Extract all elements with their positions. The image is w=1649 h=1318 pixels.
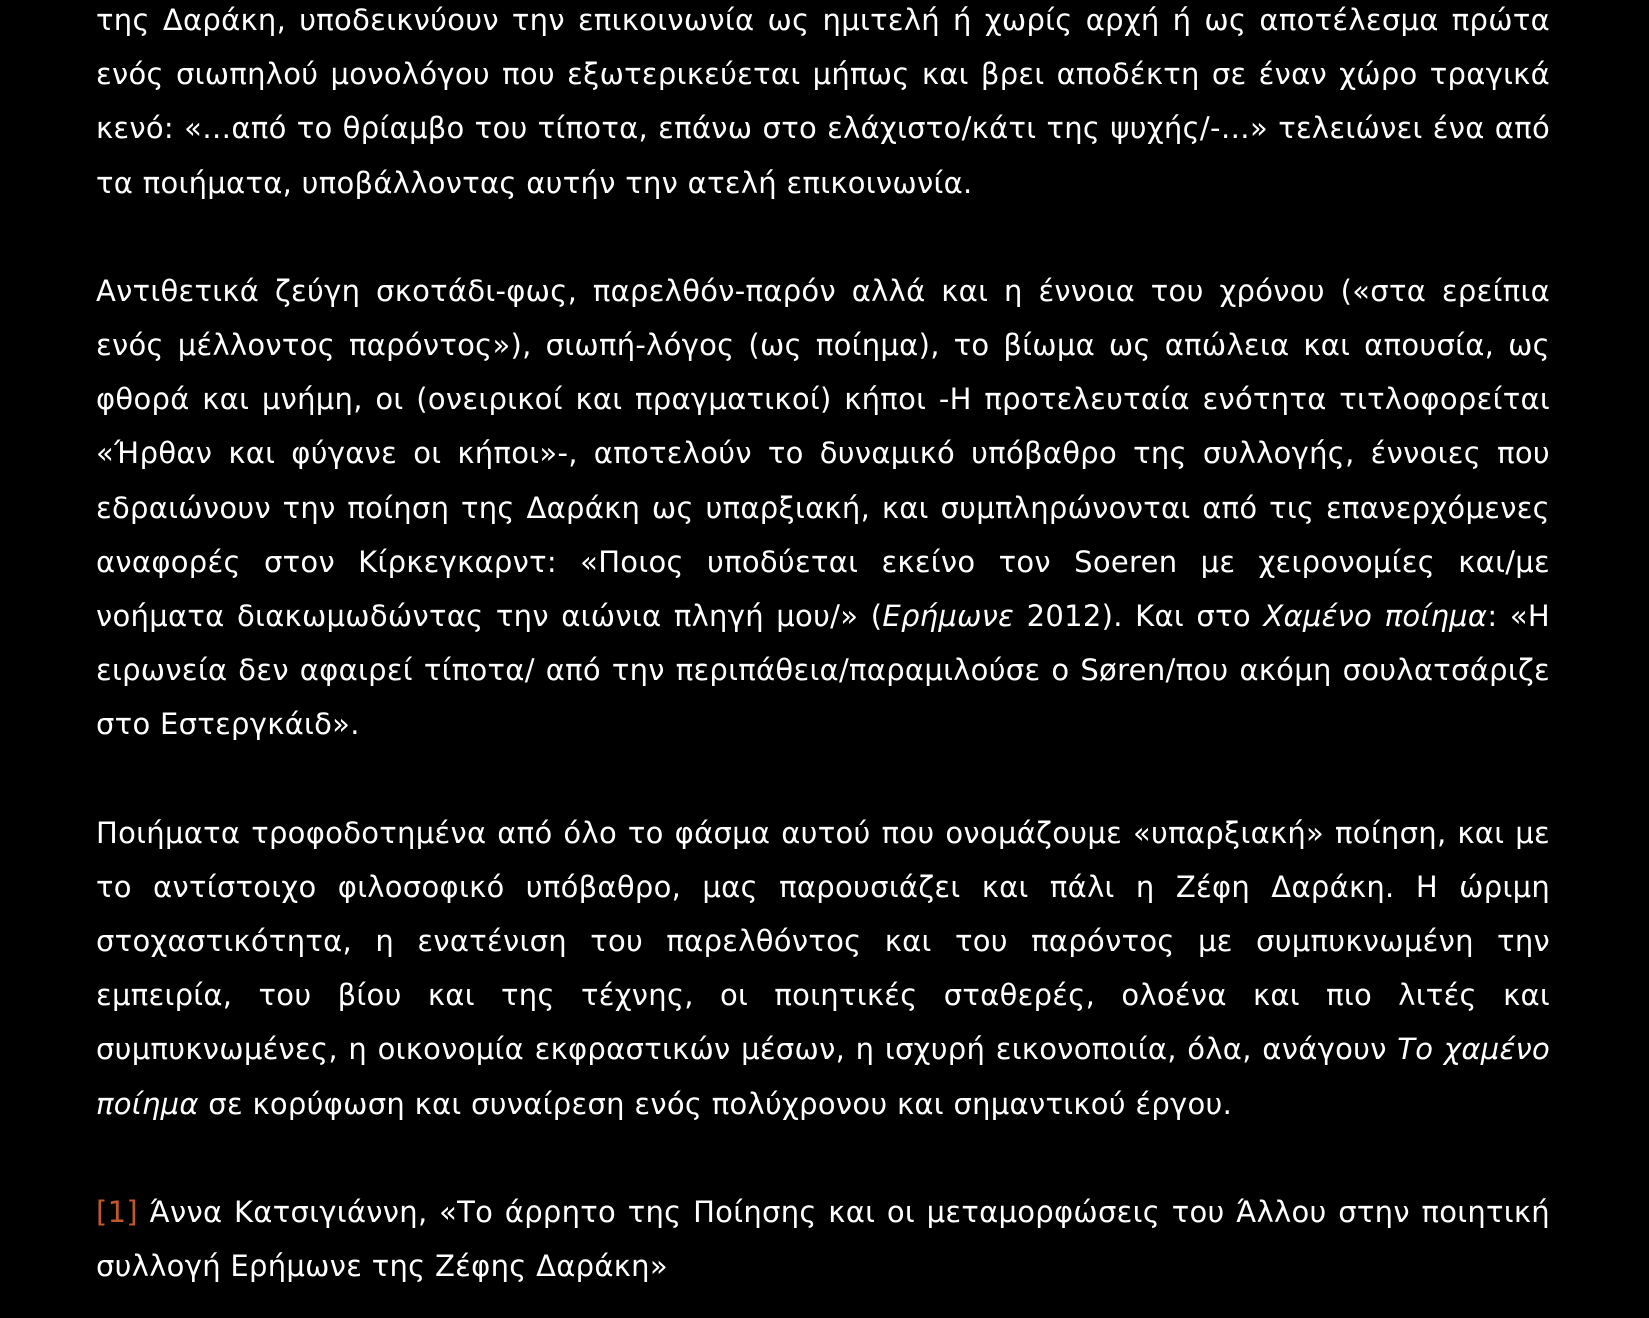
paragraph-text: : «Η ειρωνεία δεν αφαιρεί τίποτα/ από την περιπάθεια/παραμιλούσε ο Søren/που ακόμη σουλατσάριζε στο Εστεργκάιδ». — [96, 599, 1550, 742]
footnote-reference-link[interactable]: [1] — [96, 1194, 138, 1229]
paragraph-spacer — [96, 1131, 1550, 1185]
paragraph-text: σε κορύφωση και συναίρεση ενός πολύχρονου και σημαντικού έργου. — [198, 1086, 1233, 1121]
footnote — [96, 1185, 1550, 1293]
footnote-text: Άννα Κατσιγιάννη, «Το άρρητο της Ποίησης και οι μεταμορφώσεις του Άλλου στην ποιητική συλλογή Ερήμωνε της Ζέφης Δαράκη» — [96, 1194, 1550, 1284]
paragraph-text: 2012). Και στο — [1014, 599, 1264, 634]
paragraph-antitheses — [96, 264, 1550, 752]
paragraph-text: της Δαράκη, υποδεικνύουν την επικοινωνία ως ημιτελή ή χωρίς αρχή ή ως αποτέλεσμα πρώτα ενός σιωπηλού μονολόγου που εξωτερικεύεται μήπως και βρει αποδέκτη σε έναν χώρο τραγικά κενό: «…από το θρίαμβο του τίποτα, επάνω στο ελάχιστο/κάτι της ψυχής/-…» τελειώνει ένα από τα ποιήματα, υποβάλλοντας αυτήν την ατελή επικοινωνία. — [96, 3, 1550, 200]
paragraph-spacer — [96, 210, 1550, 264]
paragraph-spacer — [96, 752, 1550, 806]
paragraph-communication — [96, 0, 1550, 210]
paragraph-conclusion — [96, 806, 1550, 1131]
document-page — [96, 0, 1550, 1293]
paragraph-text: Ποιήματα τροφοδοτημένα από όλο το φάσμα αυτού που ονομάζουμε «υπαρξιακή» ποίηση, και με το αντίστοιχο φιλοσοφικό υπόβαθρο, μας παρουσιάζει και πάλι η Ζέφη Δαράκη. Η ώριμη στοχαστικότητα, η ενατένιση του παρελθόντος και του παρόντος με συμπυκνωμένη την εμπειρία, του βίου και της τέχνης, οι ποιητικές σταθερές, ολοένα και πιο λιτές και συμπυκνωμένες, η οικονομία εκφραστικών μέσων, η ισχυρή εικονοποιία, όλα, ανάγουν — [96, 815, 1550, 1067]
book-title-eremone: Ερήμωνε — [882, 599, 1015, 634]
book-title-hameno-poiima: Χαμένο ποίημα — [1263, 599, 1488, 634]
paragraph-text: Αντιθετικά ζεύγη σκοτάδι-φως, παρελθόν-παρόν αλλά και η έννοια του χρόνου («στα ερείπια ενός μέλλοντος παρόντος»), σιωπή-λόγος (ως ποίημα), το βίωμα ως απώλεια και απουσία, ως φθορά και μνήμη, οι (ονειρικοί και πραγματικοί) κήποι -Η προτελευταία ενότητα τιτλοφορείται «Ήρθαν και φύγανε οι κήποι»-, αποτελούν το δυναμικό υπόβαθρο της συλλογής, έννοιες που εδραιώνουν την ποίηση της Δαράκη ως υπαρξιακή, και συμπληρώνονται από τις επανερχόμενες αναφορές στον Κίρκεγκαρντ: «Ποιος υποδύεται εκείνο τον Soeren με χειρονομίες και/με νοήματα διακωμωδώντας την αιώνια πληγή μου/» ( — [96, 273, 1550, 634]
book-title-to-hameno-poiima: Το χαμένο ποίημα — [96, 1032, 1550, 1121]
